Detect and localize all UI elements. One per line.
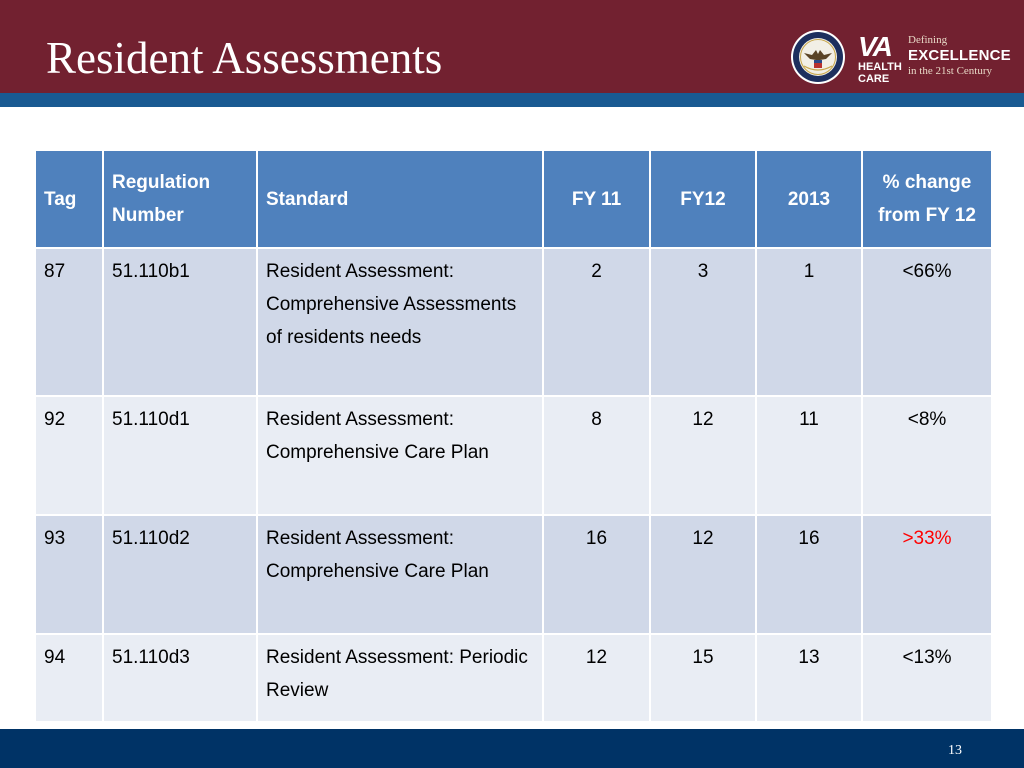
tagline-century: in the 21st Century (908, 65, 993, 77)
cell-fy11: 2 (543, 248, 650, 396)
table-row (35, 396, 992, 515)
va-seal-icon (790, 29, 846, 85)
cell-tag: 93 (35, 515, 103, 634)
header-tag: Tag (35, 150, 103, 248)
cell-fy12: 12 (650, 515, 756, 634)
va-health-care-logo (858, 33, 906, 85)
va-care-text: CARE (858, 73, 890, 85)
cell-standard: Resident Assessment: Periodic Review (257, 634, 543, 722)
cell-percent-change: >33% (862, 515, 992, 634)
cell-2013: 1 (756, 248, 862, 396)
cell-fy12: 15 (650, 634, 756, 722)
slide-title: Resident Assessments (46, 33, 443, 83)
tagline-defining: Defining (908, 34, 948, 46)
header-standard: Standard (257, 150, 543, 248)
slide-number: 13 (948, 743, 962, 758)
header-fy11: FY 11 (543, 150, 650, 248)
table-row (35, 634, 992, 722)
cell-regulation: 51.110d3 (103, 634, 257, 722)
table-row (35, 515, 992, 634)
cell-percent-change: <66% (862, 248, 992, 396)
slide-footer (0, 729, 1024, 768)
cell-standard: Resident Assessment: Comprehensive Care Plan (257, 396, 543, 515)
cell-standard: Resident Assessment: Comprehensive Assessments of residents needs (257, 248, 543, 396)
slide-header (0, 0, 1024, 93)
header-regulation-number: Regulation Number (103, 150, 257, 248)
cell-percent-change: <8% (862, 396, 992, 515)
cell-2013: 13 (756, 634, 862, 722)
tagline-excellence: EXCELLENCE (908, 47, 1011, 64)
cell-standard: Resident Assessment: Comprehensive Care Plan (257, 515, 543, 634)
va-health-text: HEALTH (858, 61, 902, 73)
table-row (35, 248, 992, 396)
cell-fy11: 16 (543, 515, 650, 634)
cell-fy11: 12 (543, 634, 650, 722)
cell-percent-change: <13% (862, 634, 992, 722)
cell-regulation: 51.110b1 (103, 248, 257, 396)
cell-regulation: 51.110d2 (103, 515, 257, 634)
cell-2013: 11 (756, 396, 862, 515)
cell-regulation: 51.110d1 (103, 396, 257, 515)
cell-tag: 94 (35, 634, 103, 722)
header-2013: 2013 (756, 150, 862, 248)
tagline (908, 33, 1024, 78)
resident-assessments-table (34, 149, 993, 723)
header-stripe (0, 93, 1024, 107)
cell-tag: 87 (35, 248, 103, 396)
va-mark: VA (858, 31, 891, 62)
table-header-row (35, 150, 992, 248)
cell-fy12: 12 (650, 396, 756, 515)
cell-fy11: 8 (543, 396, 650, 515)
header-percent-change: % change from FY 12 (862, 150, 992, 248)
cell-tag: 92 (35, 396, 103, 515)
cell-2013: 16 (756, 515, 862, 634)
cell-fy12: 3 (650, 248, 756, 396)
header-fy12: FY12 (650, 150, 756, 248)
